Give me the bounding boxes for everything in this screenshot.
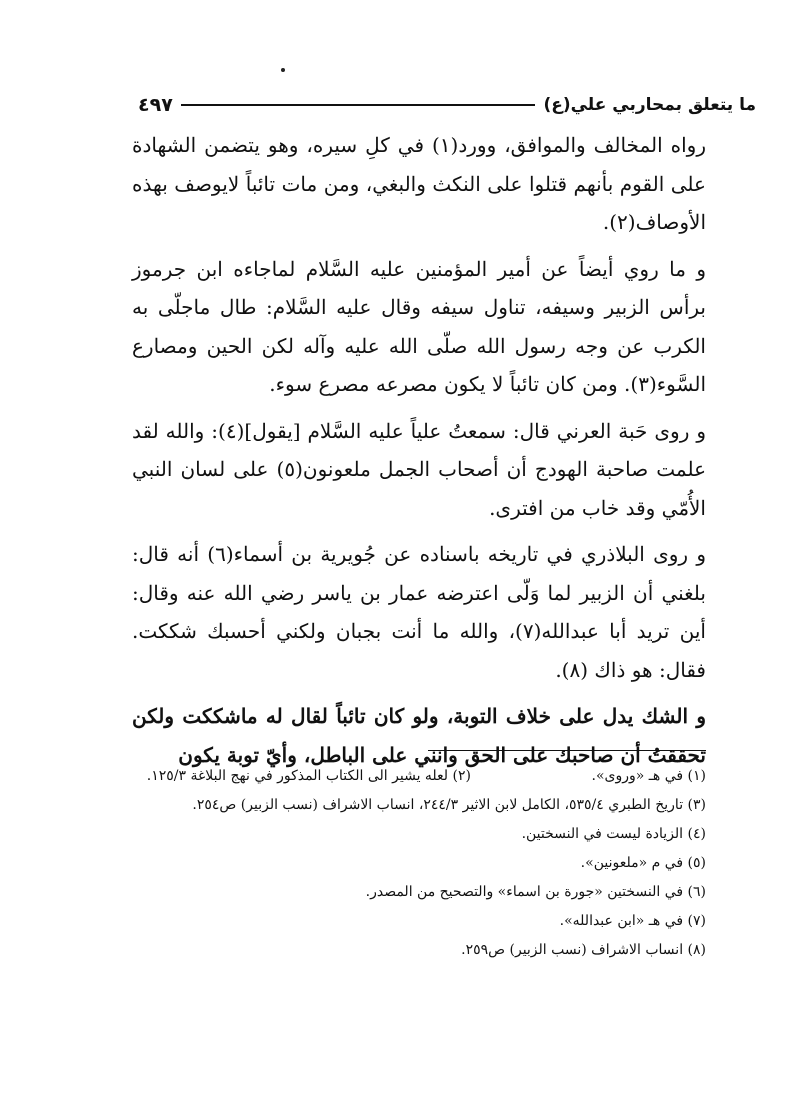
header-title: ما يتعلق بمحاربي علي(ع) bbox=[543, 95, 756, 115]
paragraph-4: و روى البلاذري في تاريخه باسناده عن جُويرية بن أسماء(٦) أنه قال: بلغني أن الزبير لما وَلّى اعترضه عمار بن ياسر رضي الله عنه وقال: أين تريد أبا عبدالله(٧)، والله ما أنت بجبان ولكني أحسبك شككت. فقال: هو ذاك (٨). bbox=[132, 542, 706, 682]
footnote-1: (١) في هـ «وروى». bbox=[591, 768, 706, 784]
page-mark bbox=[281, 68, 285, 72]
footnote-3: (٣) تاريخ الطبري ٥٣٥/٤، الكامل لابن الاثير ٢٤٤/٣، انساب الاشراف (نسب الزبير) ص٢٥٤. bbox=[192, 797, 706, 813]
header-rule bbox=[181, 104, 536, 106]
footnote-2: (٢) لعله يشير الى الكتاب المذكور في نهج البلاغة ١٢٥/٣. bbox=[146, 768, 471, 784]
paragraph-2: و ما روي أيضاً عن أمير المؤمنين عليه السَّلام لماجاءه ابن جرموز برأس الزبير وسيفه، تناول سيفه وقال عليه السَّلام: طال ماجلّى به الكرب عن وجه رسول الله صلّى الله عليه وآله لكن الحين ومصارع السَّوء(٣). ومن كان تائباً لا يكون مصرعه مصرع سوء. bbox=[132, 256, 706, 396]
footnotes bbox=[110, 762, 706, 965]
footnote-separator bbox=[428, 750, 706, 751]
footnote-7: (٧) في هـ «ابن عبدالله». bbox=[559, 913, 706, 929]
paragraph-1: رواه المخالف والموافق، وورد(١) في كلِ سيره، وهو يتضمن الشهادة على القوم بأنهم قتلوا على النكث والبغي، ومن مات تائباً لايوصف بهذه الأوصاف(٢). bbox=[132, 133, 706, 234]
footnote-4: (٤) الزيادة ليست في النسختين. bbox=[521, 826, 706, 842]
page-number: ٤٩٧ bbox=[138, 94, 173, 116]
running-header bbox=[138, 88, 756, 122]
paragraph-3: و روى حَبة العرني قال: سمعتُ علياً عليه السَّلام [يقول](٤): والله لقد علمت صاحبة الهودج أن أصحاب الجمل ملعونون(٥) على لسان النبي الأُمّي وقد خاب من افترى. bbox=[132, 418, 706, 520]
footnote-5: (٥) في م «ملعونين». bbox=[580, 855, 706, 871]
footnote-6: (٦) في النسختين «جورة بن اسماء» والتصحيح من المصدر. bbox=[365, 884, 706, 900]
footnote-row bbox=[110, 762, 706, 791]
main-text bbox=[132, 126, 706, 774]
paragraph-5: و الشك يدل على خلاف التوبة، ولو كان تائباً لقال له ماشككت ولكن تحققتُ أن صاحبك على الحق وانني على الباطل، وأيّ توبة يكون bbox=[132, 704, 706, 767]
footnote-8: (٨) انساب الاشراف (نسب الزبير) ص٢٥٩. bbox=[461, 942, 706, 958]
